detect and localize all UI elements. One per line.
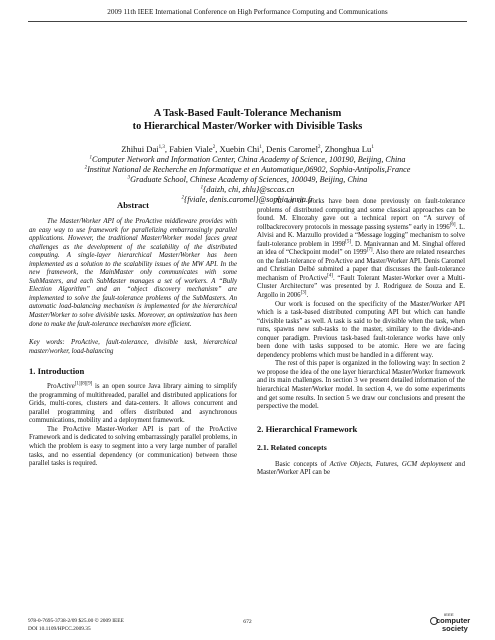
- abstract-text: The Master/Worker API of the ProActive middleware provides with an easy way to use framework for parallelizing embarrassingly parallel applications. However, the traditional Master/Worker model faces great challenges as the development of the scalability of the distributed computing. A single-layer hierarchical Master/Worker has been implemented as a solution to the scalability issues of the MW API. In the new framework, the MainMaster only communicates with some SubMasters, and each SubMaster manages a set of workers. A “Bully Election Algorithm” and an “object discovery mechanism” are implemented to solve the fault-tolerance problems of the SubMasters. An automatic load-balancing mechanism is implemented for the hierarchical Master/Worker to solve divisible tasks. Moreover, an optimization has been done to make the fault-tolerance mechanism more efficient.: [29, 218, 237, 328]
- email-text: {daizh, chi, zhlu}@sccas.cn: [203, 184, 295, 194]
- logo-text-mid: computer: [436, 616, 471, 625]
- email-1: [0, 185, 495, 195]
- affiliation-1: [0, 155, 495, 165]
- citation-mark: [6]: [449, 222, 456, 228]
- author-affil-mark: 1: [371, 145, 374, 151]
- affil-mark: 1: [89, 154, 93, 160]
- paper-title-line-1: A Task-Based Fault-Tolerance Mechanism: [153, 108, 342, 119]
- header-rule: [28, 21, 467, 22]
- text-run: is an open source Java library aiming to simplify the programming of multithreaded, parallel and distributed applications for Grids, multi-cores, clusters and data-centers. It allows concurrent and parallel programming and offers distributed and asynchronous communications, mobility and a deployment framework.: [29, 383, 237, 425]
- author-name: Zhihui Dai: [121, 144, 159, 154]
- citation-mark: [5]: [345, 239, 352, 245]
- affil-mark: 1: [200, 185, 204, 191]
- affiliation-3: [0, 175, 495, 185]
- organization-paragraph: The rest of this paper is organized in the following way: In section 2 we propose the idea of the one layer hierarchical Master/Worker framework and its main challenges. In section 3 we present detailed information of the hierarchical Master/Worker model. In section 4, we do some experiments and get some results. In section 5 we draw our conclusions and present the perspective the model.: [257, 360, 465, 411]
- text-run: ,: [370, 460, 376, 468]
- text-run: GCM deployment: [401, 460, 452, 468]
- keywords: Key words: ProActive, fault-tolerance, divisible task, hierarchical master/worker, load-balancing: [29, 339, 237, 355]
- author-affil-mark: 2: [317, 145, 321, 151]
- author-name: , Fabien Viale: [164, 144, 213, 154]
- left-column: [29, 200, 237, 469]
- text-run: ProActive: [47, 383, 75, 391]
- related-work-paragraph: [257, 198, 465, 301]
- text-run: Futures: [375, 460, 397, 468]
- affil-text: Graduate School, Chinese Academy of Sciences, 100049, Beijing, China: [130, 174, 368, 184]
- author-affil-mark: 2: [212, 145, 216, 151]
- author-name: , Xuebin Chi: [215, 144, 260, 154]
- focus-paragraph: Our work is focused on the specificity of the Master/Worker API which is a task-based distributed computing API but which can handle “divisible tasks” as well. A task is said to be divisible when the task, when runs, spawns new sub-tasks to the master, similary to the divide-and-conquer paradigm. Previous task-based fault-tolerance works have only been done with tasks supposed to be atomic. Here we are facing dependency problems which must be handled in a different way.: [257, 300, 465, 359]
- title-block: [0, 108, 495, 205]
- citation-mark: [3]: [300, 290, 307, 296]
- author-name: , Zhonghua Lu: [320, 144, 372, 154]
- text-run: At lot of works have been done previously on fault-tolerance problems of distributed computing and some classical approaches can be found. M. Elnozahy gave out a technical report on “A survey of rollbackrecovery protocols in message passing systems” early in 1996: [257, 198, 465, 231]
- text-run: .: [306, 292, 309, 300]
- concepts-paragraph: [257, 461, 465, 478]
- text-run: ,: [396, 460, 402, 468]
- citation-mark: [7]: [366, 248, 373, 253]
- affil-text: Computer Network and Information Center, China Academy of Science, 100190, Beijing, China: [92, 154, 406, 164]
- text-run: Basic concepts of: [275, 460, 330, 468]
- text-run: and Master/Worker API can be: [257, 460, 466, 477]
- affil-mark: 3: [127, 174, 131, 180]
- conference-header: 2009 11th IEEE International Conference on High Performance Computing and Communications: [107, 8, 388, 16]
- right-column: [257, 198, 465, 478]
- section-2-heading: 2. Hierarchical Framework: [257, 423, 358, 434]
- affil-text: Institut National de Recherche en Informatique et en Automatique,06902, Sophia-Antipolis,France: [87, 164, 411, 174]
- affiliation-2: [0, 165, 495, 175]
- email-text: {fviale, denis.caromel}@sophia.inria.fr: [183, 194, 314, 204]
- text-run: . “Fault Tolerant Master-Worker over a Multi-Cluster Architecture” was presented by J. Rodriguez de Souza and E. Argollo in 2006: [257, 274, 465, 300]
- logo-text-bottom: society: [442, 624, 468, 633]
- author-affil-mark: 1,3: [158, 145, 165, 151]
- citation-mark: [4]: [327, 273, 333, 279]
- footer-isbn: 978-0-7695-3738-2/09 $25.00 © 2009 IEEE: [28, 618, 124, 624]
- citation-mark: [1][8][9]: [74, 381, 93, 387]
- author-affil-mark: 1: [259, 145, 262, 151]
- paper-title-line-2: to Hierarchical Master/Worker with Divisible Tasks: [132, 120, 363, 132]
- text-run: . Also there are related researches on the fault-tolerance of ProActive and Master/Worker API. Denis Caromel and Christian Delbé submited a paper that discusses the fault-tolerance mechanism of ProActive: [257, 249, 465, 282]
- affil-mark: 2: [84, 164, 88, 170]
- footer-doi: DOI 10.1109/HPCC.2009.35: [28, 625, 91, 632]
- logo-text-top: IEEE: [444, 612, 454, 617]
- affil-mark: 2: [181, 195, 184, 201]
- text-run: . D. Manivannan and M. Singhal offered an idea of “Checkpoint model” on 1999: [257, 240, 465, 257]
- text-run: . L. Alvisi and K. Marzullo provided a “Message logging” mechanism to solve fault-tolerance problem in 1998: [257, 223, 465, 248]
- abstract-heading: Abstract: [117, 200, 149, 210]
- author-name: , Denis Caromel: [261, 144, 318, 154]
- page-number: 672: [243, 619, 252, 625]
- intro-heading: 1. Introduction: [29, 366, 85, 377]
- computer-society-logo: [430, 612, 472, 634]
- section-2-1-heading: 2.1. Related concepts: [257, 442, 327, 452]
- text-run: Active Objects: [329, 460, 371, 468]
- author-list: [0, 144, 495, 155]
- intro-paragraph-2: The ProActive Master-Worker API is part of the ProActive Framework and is dedicated to solving embarrassingly parallel problems, in which the problem is easy to segment into a very large number of parallel tasks, and no essential dependency (or communication) between those parallel tasks is required.: [29, 425, 237, 468]
- intro-paragraph-1: [29, 383, 237, 426]
